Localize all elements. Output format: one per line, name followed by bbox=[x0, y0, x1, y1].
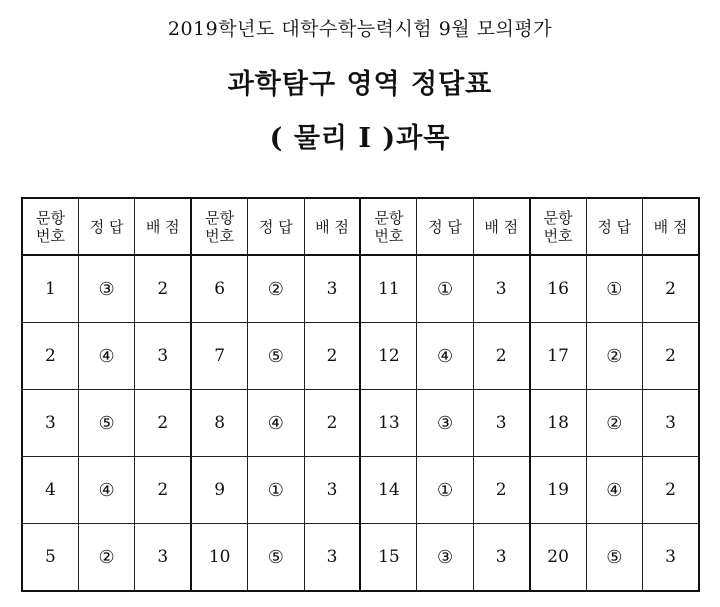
header-number: 문항 번호 bbox=[22, 198, 78, 255]
score-cell: 3 bbox=[473, 255, 529, 323]
header-score: 배 점 bbox=[135, 198, 191, 255]
question-number: 10 bbox=[191, 524, 247, 592]
question-number: 12 bbox=[360, 323, 416, 390]
question-number: 9 bbox=[191, 457, 247, 524]
score-cell: 3 bbox=[642, 524, 699, 592]
question-number: 14 bbox=[360, 457, 416, 524]
header-score: 배 점 bbox=[304, 198, 360, 255]
question-number: 20 bbox=[530, 524, 586, 592]
answer-cell: ② bbox=[586, 390, 642, 457]
table-header-row bbox=[22, 198, 699, 255]
question-number: 4 bbox=[22, 457, 78, 524]
score-cell: 3 bbox=[135, 524, 191, 592]
score-cell: 2 bbox=[642, 255, 699, 323]
answer-cell: ① bbox=[248, 457, 304, 524]
table-row bbox=[22, 255, 699, 323]
header-answer: 정 답 bbox=[78, 198, 134, 255]
answer-cell: ④ bbox=[78, 323, 134, 390]
answer-cell: ⑤ bbox=[248, 323, 304, 390]
answer-cell: ② bbox=[586, 323, 642, 390]
score-cell: 2 bbox=[135, 255, 191, 323]
answer-cell: ① bbox=[586, 255, 642, 323]
table-row bbox=[22, 457, 699, 524]
answer-cell: ② bbox=[78, 524, 134, 592]
header-answer: 정 답 bbox=[248, 198, 304, 255]
answer-cell: ⑤ bbox=[586, 524, 642, 592]
question-number: 13 bbox=[360, 390, 416, 457]
answer-cell: ③ bbox=[417, 390, 473, 457]
question-number: 3 bbox=[22, 390, 78, 457]
exam-title: 2019학년도 대학수학능력시험 9월 모의평가 bbox=[167, 18, 553, 40]
score-cell: 3 bbox=[304, 457, 360, 524]
score-cell: 2 bbox=[304, 390, 360, 457]
question-number: 7 bbox=[191, 323, 247, 390]
header-number: 문항 번호 bbox=[191, 198, 247, 255]
score-cell: 3 bbox=[135, 323, 191, 390]
score-cell: 3 bbox=[473, 524, 529, 592]
score-cell: 3 bbox=[304, 255, 360, 323]
score-cell: 2 bbox=[642, 323, 699, 390]
question-number: 11 bbox=[360, 255, 416, 323]
question-number: 8 bbox=[191, 390, 247, 457]
score-cell: 3 bbox=[304, 524, 360, 592]
question-number: 5 bbox=[22, 524, 78, 592]
score-cell: 3 bbox=[642, 390, 699, 457]
subject-title: ( 물리 I )과목 bbox=[269, 123, 451, 154]
header-number: 문항 번호 bbox=[530, 198, 586, 255]
answer-cell: ④ bbox=[248, 390, 304, 457]
question-number: 1 bbox=[22, 255, 78, 323]
answer-cell: ② bbox=[248, 255, 304, 323]
header-score: 배 점 bbox=[473, 198, 529, 255]
score-cell: 2 bbox=[473, 323, 529, 390]
header-score: 배 점 bbox=[642, 198, 699, 255]
score-cell: 3 bbox=[473, 390, 529, 457]
table-row bbox=[22, 524, 699, 592]
question-number: 19 bbox=[530, 457, 586, 524]
question-number: 15 bbox=[360, 524, 416, 592]
header-answer: 정 답 bbox=[417, 198, 473, 255]
answer-key-table bbox=[21, 197, 700, 592]
answer-cell: ① bbox=[417, 457, 473, 524]
question-number: 6 bbox=[191, 255, 247, 323]
main-title: 과학탐구 영역 정답표 bbox=[227, 69, 493, 100]
score-cell: 2 bbox=[135, 457, 191, 524]
header-number: 문항 번호 bbox=[360, 198, 416, 255]
table-row bbox=[22, 323, 699, 390]
answer-cell: ④ bbox=[586, 457, 642, 524]
answer-cell: ① bbox=[417, 255, 473, 323]
answer-cell: ④ bbox=[417, 323, 473, 390]
answer-cell: ⑤ bbox=[78, 390, 134, 457]
score-cell: 2 bbox=[304, 323, 360, 390]
answer-cell: ③ bbox=[78, 255, 134, 323]
score-cell: 2 bbox=[473, 457, 529, 524]
score-cell: 2 bbox=[642, 457, 699, 524]
score-cell: 2 bbox=[135, 390, 191, 457]
question-number: 16 bbox=[530, 255, 586, 323]
question-number: 17 bbox=[530, 323, 586, 390]
header-answer: 정 답 bbox=[586, 198, 642, 255]
answer-cell: ⑤ bbox=[248, 524, 304, 592]
table-row bbox=[22, 390, 699, 457]
answer-cell: ④ bbox=[78, 457, 134, 524]
question-number: 2 bbox=[22, 323, 78, 390]
question-number: 18 bbox=[530, 390, 586, 457]
answer-cell: ③ bbox=[417, 524, 473, 592]
